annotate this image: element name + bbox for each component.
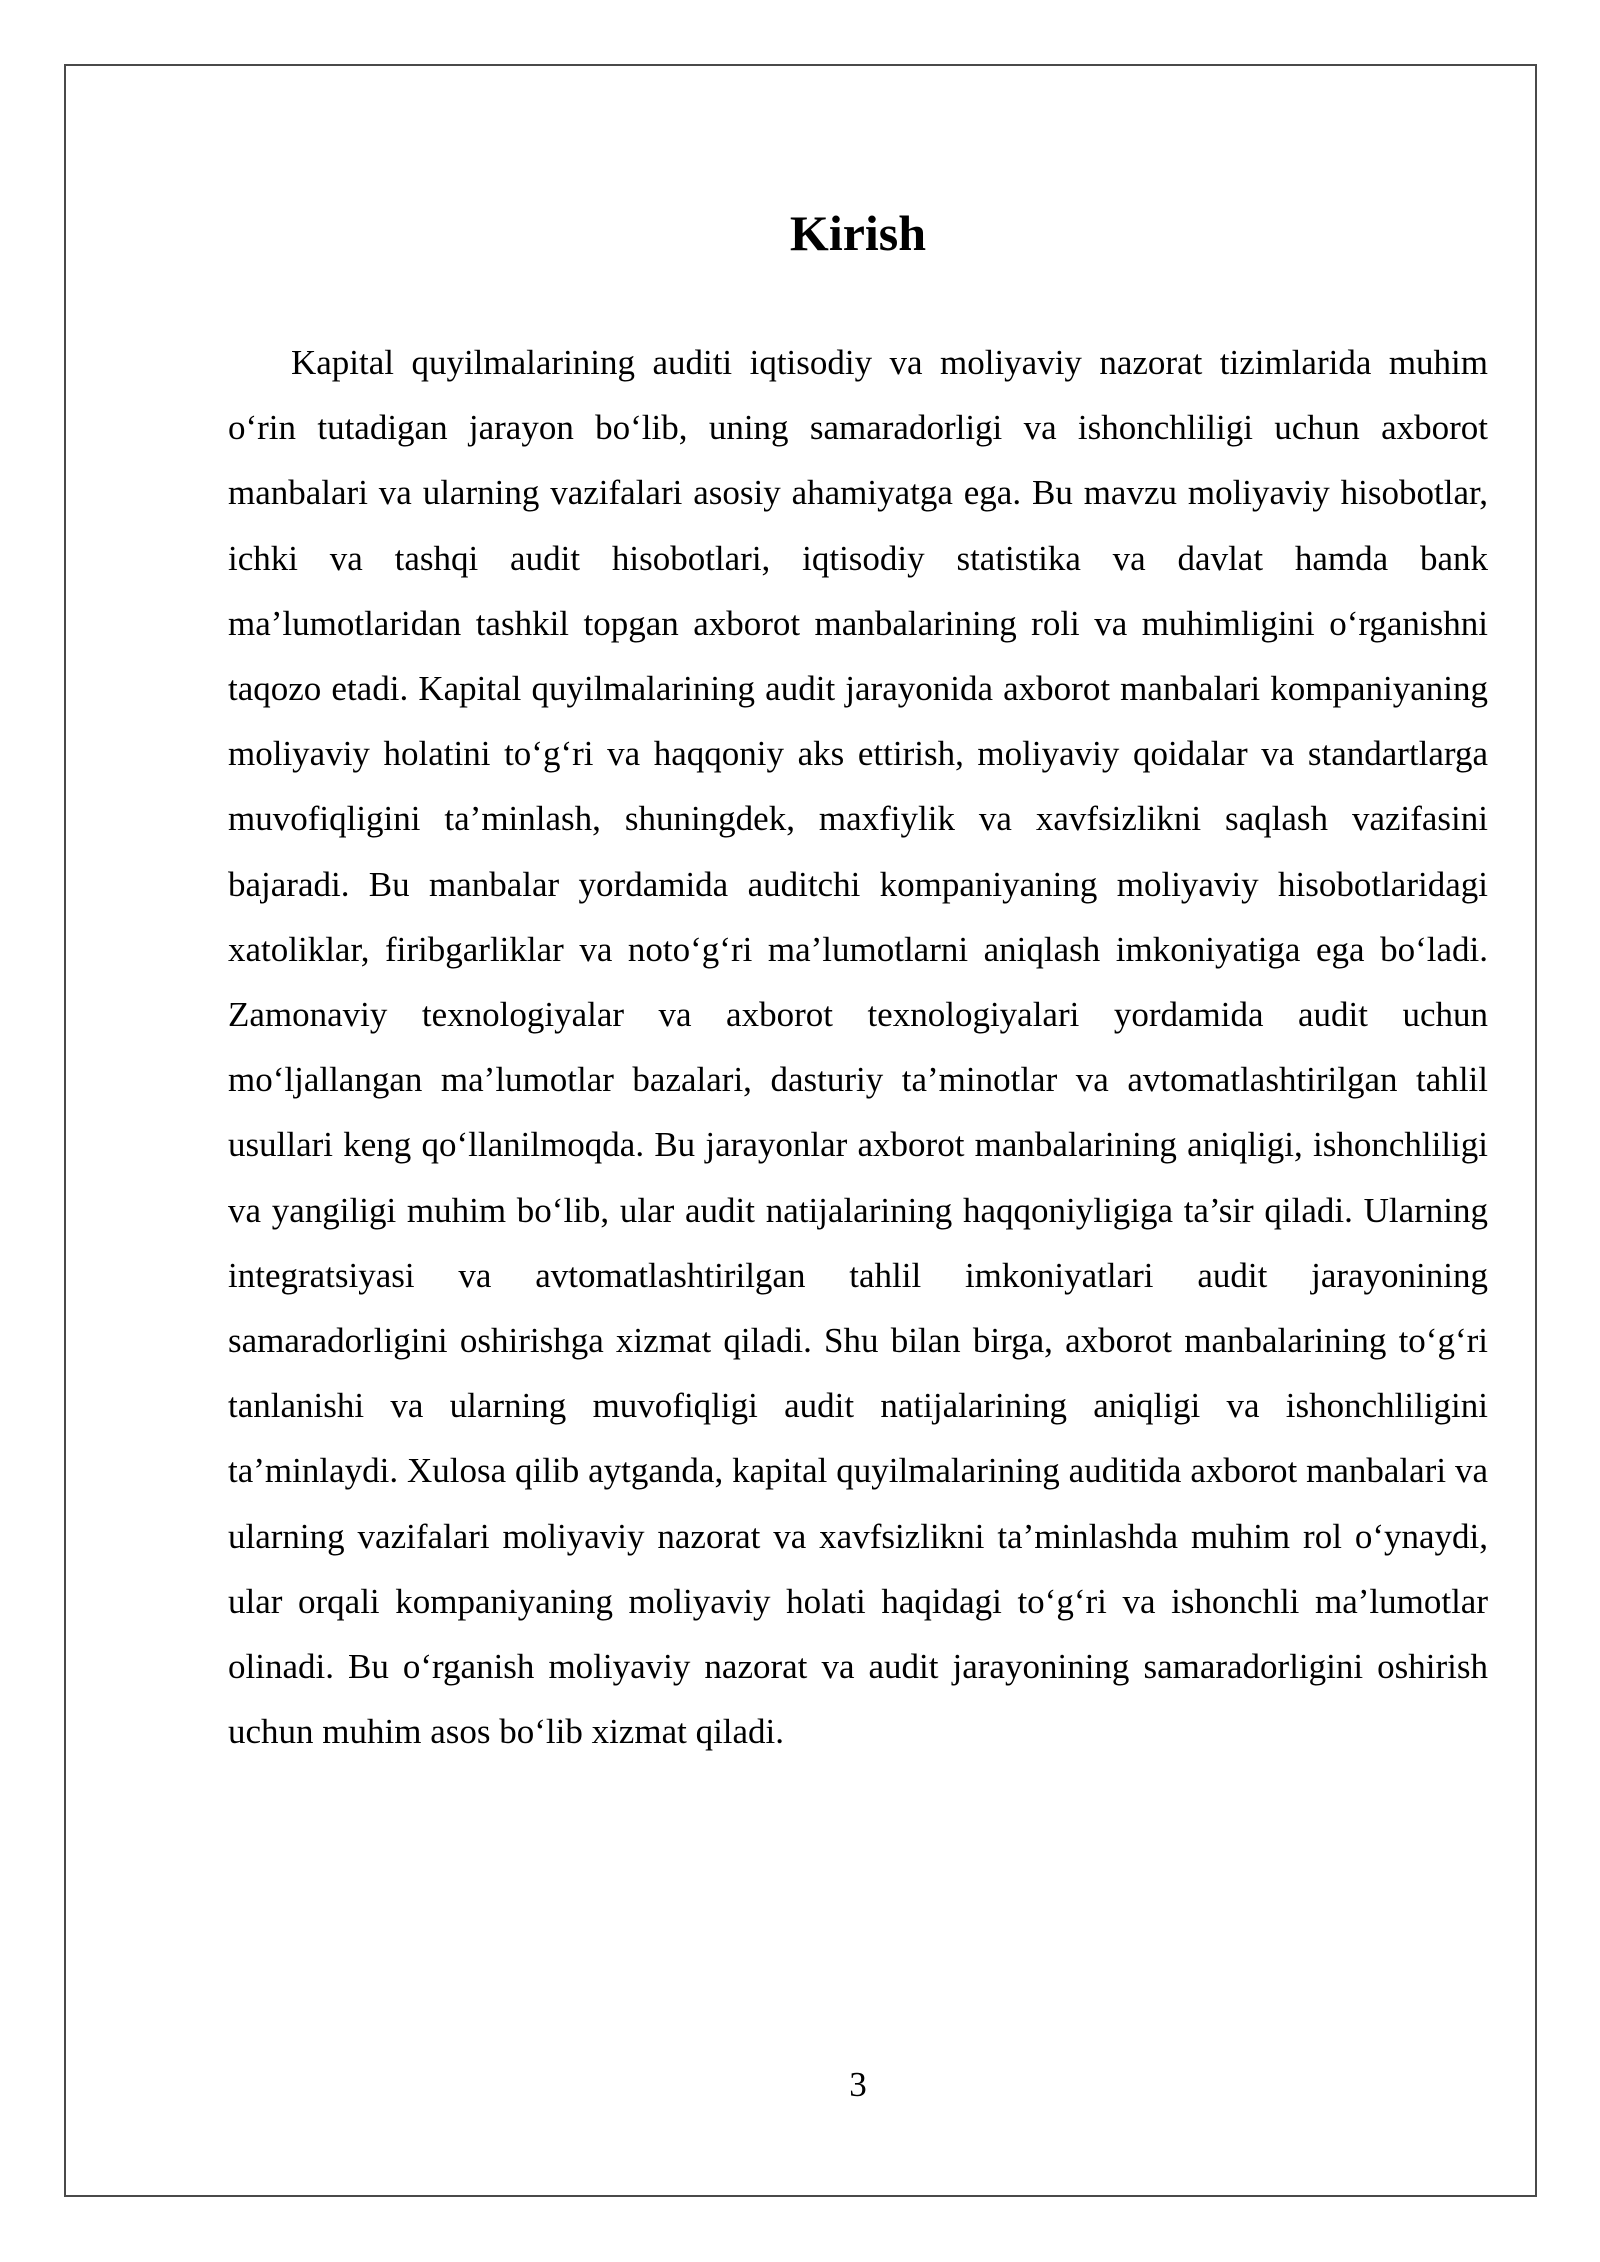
page-number: 3 bbox=[849, 2065, 867, 2104]
body-paragraph: Kapital quyilmalarining auditi iqtisodiy va moliyaviy nazorat tizimlarida muhim o‘rin tutadigan jarayon bo‘lib, uning samaradorligi va ishonchliligi uchun axborot manbalari va ularning vazifalari asosiy ahamiyatga ega. Bu mavzu moliyaviy hisobotlar, ichki va tashqi audit hisobotlari, iqtisodiy statistika va davlat hamda bank ma’lumotlaridan tashkil topgan axborot manbalarining roli va muhimligini o‘rganishni taqozo etadi. Kapital quyilmalarining audit jarayonida axborot manbalari kompaniyaning moliyaviy holatini to‘g‘ri va haqqoniy aks ettirish, moliyaviy qoidalar va standartlarga muvofiqligini ta’minlash, shuningdek, maxfiylik va xavfsizlikni saqlash vazifasini bajaradi. Bu manbalar yordamida auditchi kompaniyaning moliyaviy hisobotlaridagi xatoliklar, firibgarliklar va noto‘g‘ri ma’lumotlarni aniqlash imkoniyatiga ega bo‘ladi. Zamonaviy texnologiyalar va axborot texnologiyalari yordamida audit uchun mo‘ljallangan ma’lumotlar bazalari, dasturiy ta’minotlar va avtomatlashtirilgan tahlil usullari keng qo‘llanilmoqda. Bu jarayonlar axborot manbalarining aniqligi, ishonchliligi va yangiligi muhim bo‘lib, ular audit natijalarining haqqoniyligiga ta’sir qiladi. Ularning integratsiyasi va avtomatlashtirilgan tahlil imkoniyatlari audit jarayonining samaradorligini oshirishga xizmat qiladi. Shu bilan birga, axborot manbalarining to‘g‘ri tanlanishi va ularning muvofiqligi audit natijalarining aniqligi va ishonchliligini ta’minlaydi. Xulosa qilib aytganda, kapital quyilmalarining auditida axborot manbalari va ularning vazifalari moliyaviy nazorat va xavfsizlikni ta’minlashda muhim rol o‘ynaydi, ular orqali kompaniyaning moliyaviy holati haqidagi to‘g‘ri va ishonchli ma’lumotlar olinadi. Bu o‘rganish moliyaviy nazorat va audit jarayonining samaradorligini oshirish uchun muhim asos bo‘lib xizmat qiladi. bbox=[228, 343, 1488, 1752]
page-title: Kirish bbox=[789, 205, 927, 261]
